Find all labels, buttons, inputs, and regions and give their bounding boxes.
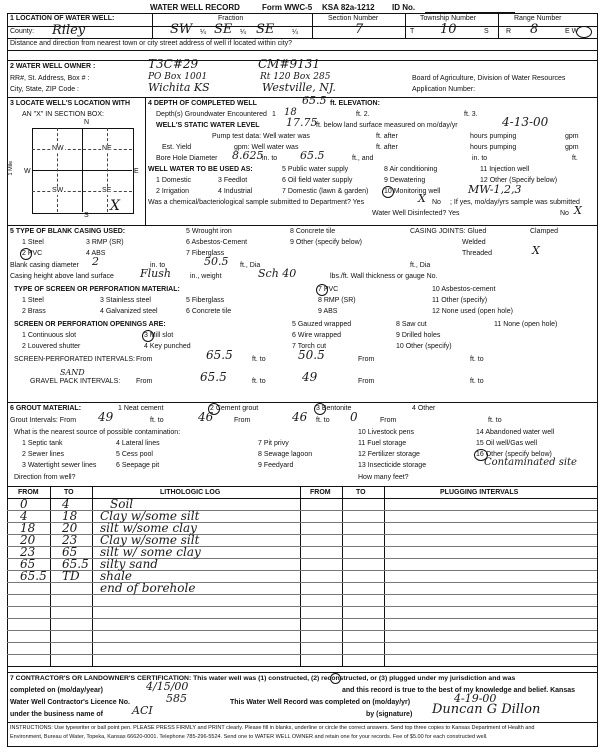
- grout-from-3: From: [380, 417, 397, 424]
- screen-type-label: TYPE OF SCREEN OR PERFORATION MATERIAL:: [14, 286, 180, 293]
- row-to[interactable]: 20: [62, 521, 78, 535]
- gravel-from-label-2: From: [358, 378, 375, 385]
- screen-12[interactable]: 12 None used (open hole): [432, 308, 513, 315]
- opening-10[interactable]: 10 Other (specify): [396, 343, 452, 350]
- casing-7[interactable]: 7 Fiberglass: [186, 250, 225, 257]
- west-label: W: [24, 168, 31, 175]
- record-completed-label: This Water Well Record was completed on (mo/day/yr): [230, 699, 411, 706]
- weight-value[interactable]: Sch 40: [258, 267, 297, 280]
- screen-from-label-2: From: [358, 356, 375, 363]
- certification-line-1: 7 CONTRACTOR'S OR LANDOWNER'S CERTIFICATION: This water well was (1) constructed, (2) reconstructed, or (3) plugged under my jurisdiction and was: [10, 675, 516, 682]
- ksa-ref: KSA 82a-1212: [322, 3, 375, 12]
- row-to[interactable]: 65: [62, 545, 78, 559]
- gravel-from-label: From: [136, 378, 153, 385]
- grout-4[interactable]: 4 Other: [412, 405, 436, 412]
- opening-11[interactable]: 11 None (open hole): [494, 321, 558, 328]
- license-label: Water Well Contractor's Licence No.: [10, 699, 130, 706]
- screen-3[interactable]: 3 Stainless steel: [100, 297, 151, 304]
- south-label: S: [84, 212, 89, 219]
- diameter-label: Blank casing diameter: [10, 262, 79, 269]
- screen-4[interactable]: 4 Galvanized steel: [100, 308, 158, 315]
- screen-9[interactable]: 9 ABS: [318, 308, 338, 315]
- bore-value[interactable]: 8.625: [232, 149, 264, 162]
- row-to[interactable]: 23: [62, 533, 78, 547]
- gravel-label: GRAVEL PACK INTERVALS:: [30, 378, 121, 385]
- fraction-1[interactable]: SW: [170, 22, 193, 37]
- contam-15[interactable]: 15 Oil well/Gas well: [476, 440, 538, 447]
- contam-8[interactable]: 8 Sewage lagoon: [258, 451, 313, 458]
- casing-5[interactable]: 5 Wrought iron: [186, 228, 232, 235]
- casing-1[interactable]: 1 Steel: [22, 239, 44, 246]
- east-label: E: [134, 168, 139, 175]
- row-description[interactable]: shale: [100, 569, 132, 583]
- use-4[interactable]: 4 Industrial: [218, 188, 253, 195]
- completed-tail: and this record is true to the best of my knowledge and belief. Kansas: [342, 687, 575, 694]
- row-description[interactable]: silt w/ some clay: [100, 545, 201, 559]
- license-value[interactable]: 585: [166, 692, 187, 705]
- joints-clamped[interactable]: Clamped: [530, 228, 559, 235]
- chem-tail: ; If yes, mo/day/yrs sample was submitted: [450, 199, 580, 206]
- city-value-2[interactable]: Westville, NJ.: [262, 81, 336, 94]
- application-number-label: Application Number:: [412, 86, 476, 93]
- gravel-to-value[interactable]: 49: [302, 370, 318, 384]
- owner-label: 2 WATER WELL OWNER :: [10, 63, 96, 70]
- yield-label: Est. Yield: [162, 144, 192, 151]
- casing-3[interactable]: 3 RMP (SR): [86, 239, 124, 246]
- contam-other-value[interactable]: Contaminated site: [484, 457, 577, 468]
- row-from[interactable]: 0: [20, 497, 28, 511]
- height-value[interactable]: Flush: [140, 267, 171, 280]
- bore-ft-and: ft., and: [352, 155, 374, 162]
- fraction-label: Fraction: [218, 15, 244, 22]
- log-header-from: FROM: [18, 489, 39, 496]
- screen-from-value[interactable]: 65.5: [206, 348, 233, 362]
- hours-label-2: hours pumping: [470, 144, 517, 151]
- joints-glued[interactable]: CASING JOINTS: Glued: [410, 228, 487, 235]
- county-value[interactable]: Riley: [52, 23, 86, 38]
- use-label: WELL WATER TO BE USED AS:: [148, 166, 253, 173]
- use-7[interactable]: 7 Domestic (lawn & garden): [282, 188, 369, 195]
- range-label: Range Number: [514, 15, 562, 22]
- direction-label: Direction from well?: [14, 474, 76, 481]
- plug-header-from: FROM: [310, 489, 331, 496]
- static-level-label: WELL'S STATIC WATER LEVEL: [156, 122, 260, 129]
- grout-intervals-label: Grout Intervals: From: [10, 417, 77, 424]
- use-5[interactable]: 5 Public water supply: [282, 166, 349, 173]
- section-3-instruction: AN "X" IN SECTION BOX:: [22, 111, 104, 118]
- section-3-label: 3 LOCATE WELL'S LOCATION WITH: [10, 100, 131, 107]
- id-label: ID No.: [392, 3, 416, 12]
- contam-12[interactable]: 12 Fertilizer storage: [358, 451, 420, 458]
- screen-from-label: From: [136, 356, 153, 363]
- grout-label: 6 GROUT MATERIAL:: [10, 405, 82, 412]
- contam-14[interactable]: 14 Abandoned water well: [476, 429, 555, 436]
- signature-label: by (signature): [366, 711, 413, 718]
- row-description[interactable]: end of borehole: [100, 581, 196, 595]
- business-value[interactable]: ACI: [132, 704, 153, 717]
- screen-ft-to: ft. to: [252, 356, 266, 363]
- section-number-value[interactable]: 7: [355, 22, 364, 37]
- contam-6[interactable]: 6 Seepage pit: [116, 462, 160, 469]
- quarter-mark: ¼: [200, 29, 206, 36]
- completed-label: completed on (mo/day/year): [10, 687, 103, 694]
- contam-11[interactable]: 11 Fuel storage: [358, 440, 407, 447]
- ne-label: NE: [102, 145, 112, 152]
- bore-to-value[interactable]: 65.5: [300, 149, 325, 162]
- r-label: R: [506, 28, 512, 35]
- weight-label: in., weight: [190, 273, 222, 280]
- openings-label: SCREEN OR PERFORATION OPENINGS ARE:: [14, 321, 166, 328]
- log-header-to: TO: [64, 489, 74, 496]
- location-mark[interactable]: X: [110, 198, 120, 214]
- address-value-2[interactable]: Rt 120 Box 285: [260, 72, 331, 82]
- row-from[interactable]: 4: [20, 509, 28, 523]
- chem-no-label: No: [432, 199, 441, 206]
- after-label: ft. after: [376, 133, 398, 140]
- casing-4[interactable]: 4 ABS: [86, 250, 106, 257]
- casing-9[interactable]: 9 Other (specify below): [290, 239, 362, 246]
- city-value-1[interactable]: Wichita KS: [148, 81, 210, 94]
- screen-intervals-label: SCREEN-PERFORATED INTERVALS:: [14, 356, 135, 363]
- use-10-circle: [382, 186, 394, 198]
- t-label: T: [410, 28, 415, 35]
- screen-ft-to-2: ft. to: [470, 356, 484, 363]
- gravel-from-value[interactable]: 65.5: [200, 370, 227, 384]
- nw-label: NW: [52, 145, 64, 152]
- plug-header-to: TO: [356, 489, 366, 496]
- township-value[interactable]: 10: [440, 22, 457, 37]
- static-level-tail: ft. below land surface measured on mo/day/yr: [316, 122, 458, 129]
- city-label: City, State, ZIP Code :: [10, 86, 79, 93]
- screen-10[interactable]: 10 Asbestos-cement: [432, 286, 496, 293]
- form-title: WATER WELL RECORD: [150, 3, 240, 12]
- contam-9[interactable]: 9 Feedyard: [258, 462, 294, 469]
- static-level-value[interactable]: 17.75: [286, 116, 318, 129]
- use-10[interactable]: 10 Monitoring well: [384, 188, 441, 195]
- use-2[interactable]: 2 Irrigation: [156, 188, 190, 195]
- use-11[interactable]: 11 Injection well: [480, 166, 530, 173]
- grout-2[interactable]: 2 Cement grout: [210, 405, 259, 412]
- row-description[interactable]: Clay w/some silt: [100, 509, 200, 523]
- ft-dia-1: ft., Dia: [240, 262, 261, 269]
- screen-11[interactable]: 11 Other (specify): [432, 297, 488, 304]
- row-to[interactable]: TD: [62, 569, 80, 583]
- opening-6[interactable]: 6 Wire wrapped: [292, 332, 342, 339]
- disinfect-label: Water Well Disinfected? Yes: [372, 210, 460, 217]
- grout-1-to[interactable]: 46: [198, 410, 214, 424]
- screen-7[interactable]: 7 PVC: [318, 286, 339, 293]
- distance-label: Distance and direction from nearest town or city street address of well if located within city?: [10, 40, 293, 47]
- board-label: Board of Agriculture, Division of Water Resources: [412, 75, 566, 82]
- screen-8[interactable]: 8 RMP (SR): [318, 297, 356, 304]
- owner-value-1[interactable]: T3C#29: [148, 57, 199, 71]
- contam-5[interactable]: 5 Cess pool: [116, 451, 153, 458]
- quarter-mark: ¼: [292, 29, 298, 36]
- casing-type-label: 5 TYPE OF BLANK CASING USED:: [10, 228, 126, 235]
- sw-label: SW: [52, 187, 64, 194]
- groundwater-label: Depth(s) Groundwater Encountered: [156, 111, 267, 118]
- casing-8[interactable]: 8 Concrete tile: [290, 228, 336, 235]
- w-circle: [576, 26, 592, 38]
- mile-label: 1 Mile: [8, 160, 15, 176]
- diameter-value[interactable]: 2: [92, 255, 99, 268]
- disinfect-no-mark[interactable]: X: [574, 204, 582, 217]
- address-value-1[interactable]: PO Box 1001: [148, 72, 208, 82]
- joints-welded[interactable]: Welded: [462, 239, 486, 246]
- screen-2[interactable]: 2 Brass: [22, 308, 46, 315]
- opening-1[interactable]: 1 Continuous slot: [22, 332, 77, 339]
- contam-7[interactable]: 7 Pit privy: [258, 440, 289, 447]
- grout-ft-to-3: ft. to: [488, 417, 502, 424]
- grout-3[interactable]: 3 Bentonite: [316, 405, 352, 412]
- diameter-in-to: in. to: [150, 262, 166, 269]
- opening-3-circle: [142, 330, 154, 342]
- county-label: County:: [10, 28, 35, 35]
- plug-header-intervals: PLUGGING INTERVALS: [440, 489, 519, 496]
- height-label: Casing height above land surface: [10, 273, 114, 280]
- screen-7-circle: [316, 284, 328, 296]
- wall-thickness-label: lbs./ft. Wall thickness or gauge No.: [330, 273, 438, 280]
- contam-3[interactable]: 3 Watertight sewer lines: [22, 462, 97, 469]
- joints-threaded[interactable]: Threaded: [462, 250, 492, 257]
- screen-to-value[interactable]: 50.5: [298, 348, 325, 362]
- diameter-to-value[interactable]: 50.5: [204, 255, 229, 268]
- row-description[interactable]: Clay w/some silt: [100, 533, 200, 547]
- ft-dia-2: ft., Dia: [410, 262, 431, 269]
- row-description[interactable]: silty sand: [100, 557, 158, 571]
- yield-gpm-label: gpm: Well water was: [234, 144, 299, 151]
- row-description[interactable]: Soil: [110, 497, 134, 511]
- gw-3-label: ft. 3.: [464, 111, 478, 118]
- threaded-mark[interactable]: X: [532, 244, 540, 257]
- township-label: Township Number: [420, 15, 477, 22]
- north-label: N: [84, 119, 90, 126]
- use-8[interactable]: 8 Air conditioning: [384, 166, 438, 173]
- screen-1[interactable]: 1 Steel: [22, 297, 44, 304]
- opening-4[interactable]: 4 Key punched: [144, 343, 191, 350]
- fraction-2[interactable]: SE: [214, 22, 233, 37]
- row-to[interactable]: 18: [62, 509, 78, 523]
- fraction-3[interactable]: SE: [256, 22, 275, 37]
- grout-ft-to-2: ft. to: [316, 417, 330, 424]
- use-3[interactable]: 3 Feedlot: [218, 177, 248, 184]
- constructed-circle: [330, 673, 341, 684]
- chem-no-mark[interactable]: X: [418, 192, 426, 205]
- row-from[interactable]: 23: [20, 545, 36, 559]
- opening-9[interactable]: 9 Drilled holes: [396, 332, 441, 339]
- bore-ft: ft.: [572, 155, 578, 162]
- grout-from-2: From: [234, 417, 251, 424]
- section-number-label: Section Number: [328, 15, 379, 22]
- record-date-value[interactable]: 4-19-00: [454, 692, 497, 705]
- row-description[interactable]: silt w/some clay: [100, 521, 197, 535]
- contam-16[interactable]: 16 Other (specify below): [476, 451, 552, 458]
- after-label-2: ft. after: [376, 144, 398, 151]
- gravel-ft-to-2: ft. to: [470, 378, 484, 385]
- casing-2-circle: [20, 248, 32, 260]
- grout-2-from[interactable]: 46: [292, 410, 308, 424]
- screen-5[interactable]: 5 Fiberglass: [186, 297, 225, 304]
- row-from[interactable]: 65: [20, 557, 36, 571]
- opening-5[interactable]: 5 Gauzed wrapped: [292, 321, 352, 328]
- pump-test-label: Pump test data: Well water was: [212, 133, 310, 140]
- quarter-mark: ¼: [240, 29, 246, 36]
- opening-7[interactable]: 7 Torch cut: [292, 343, 327, 350]
- log-header-lithology: LITHOLOGIC LOG: [160, 489, 221, 496]
- gw-1-label: 1: [272, 111, 276, 118]
- contamination-label: What is the nearest source of possible contamination:: [14, 429, 181, 436]
- elevation-label: ft. ELEVATION:: [330, 100, 380, 107]
- row-from[interactable]: 65.5: [20, 569, 47, 583]
- static-date-value[interactable]: 4-13-00: [502, 115, 549, 129]
- opening-8[interactable]: 8 Saw cut: [396, 321, 427, 328]
- screen-6[interactable]: 6 Concrete tile: [186, 308, 232, 315]
- bore-in-to-2: in. to: [472, 155, 488, 162]
- casing-6[interactable]: 6 Asbestos-Cement: [186, 239, 248, 246]
- row-from[interactable]: 20: [20, 533, 36, 547]
- range-value[interactable]: 8: [530, 22, 539, 37]
- gw-1-value[interactable]: 18: [284, 107, 297, 118]
- grout-1[interactable]: 1 Neat cement: [118, 405, 164, 412]
- owner-value-2[interactable]: CM#9131: [258, 57, 321, 71]
- sand-value[interactable]: SAND: [60, 368, 85, 377]
- s-label: S: [484, 28, 489, 35]
- bore-label: Bore Hole Diameter: [156, 155, 218, 162]
- gw-2-label: ft. 2.: [356, 111, 370, 118]
- grout-2-to[interactable]: 0: [350, 410, 358, 424]
- instructions-line-2: Environment, Bureau of Water, Topeka, Kansas 66620-0001. Telephone 785-296-5524. Send one to WATER WELL OWNER and retain one for your records. Fee of $5.00 for each constructed well.: [10, 734, 488, 740]
- use-6[interactable]: 6 Oil field water supply: [282, 177, 353, 184]
- form-number: Form WWC-5: [262, 3, 313, 12]
- chem-sample-label: Was a chemical/bacteriological sample submitted to Department? Yes: [148, 199, 365, 206]
- contam-13[interactable]: 13 Insecticide storage: [358, 462, 427, 469]
- use-9[interactable]: 9 Dewatering: [384, 177, 426, 184]
- opening-3[interactable]: 3 Mill slot: [144, 332, 174, 339]
- grout-ft-to-1: ft. to: [150, 417, 164, 424]
- grout-3-circle: [314, 403, 326, 415]
- signature[interactable]: Duncan G Dillon: [432, 702, 541, 717]
- gpm-label: gpm: [565, 133, 579, 140]
- casing-2[interactable]: 2 PVC: [22, 250, 43, 257]
- gravel-ft-to: ft. to: [252, 378, 266, 385]
- completed-value[interactable]: 4/15/00: [146, 680, 189, 693]
- disinfect-no: No: [560, 210, 569, 217]
- address-label: RR#, St. Address, Box # :: [10, 75, 90, 82]
- e-w-choice[interactable]: E W: [565, 28, 579, 35]
- row-from[interactable]: 18: [20, 521, 36, 535]
- contam-1[interactable]: 1 Septic tank: [22, 440, 63, 447]
- how-many-feet-label: How many feet?: [358, 474, 409, 481]
- row-to[interactable]: 4: [62, 497, 70, 511]
- use-1[interactable]: 1 Domestic: [156, 177, 192, 184]
- business-label: under the business name of: [10, 711, 103, 718]
- contam-10[interactable]: 10 Livestock pens: [358, 429, 415, 436]
- hours-label: hours pumping: [470, 133, 517, 140]
- contam-2[interactable]: 2 Sewer lines: [22, 451, 65, 458]
- grout-1-from[interactable]: 49: [98, 410, 114, 424]
- opening-2[interactable]: 2 Louvered shutter: [22, 343, 81, 350]
- instructions-line-1: INSTRUCTIONS: Use typewriter or ball point pen. PLEASE PRESS FIRMLY and PRINT clearly. Please fill in blanks, underline or circle the correct answers. Send top three copies to Kansas Department of Health and: [10, 725, 535, 731]
- row-to[interactable]: 65.5: [62, 557, 89, 571]
- depth-value[interactable]: 65.5: [302, 94, 327, 107]
- bore-in-to: in. to: [262, 155, 278, 162]
- se-label: SE: [102, 187, 112, 194]
- use-other-value[interactable]: MW-1,2,3: [468, 183, 522, 196]
- section-1-label: 1 LOCATION OF WATER WELL:: [10, 15, 115, 22]
- section-4-label: 4 DEPTH OF COMPLETED WELL: [148, 100, 257, 107]
- gpm-label-2: gpm: [565, 144, 579, 151]
- contam-4[interactable]: 4 Lateral lines: [116, 440, 160, 447]
- use-12[interactable]: 12 Other (Specify below): [480, 177, 558, 184]
